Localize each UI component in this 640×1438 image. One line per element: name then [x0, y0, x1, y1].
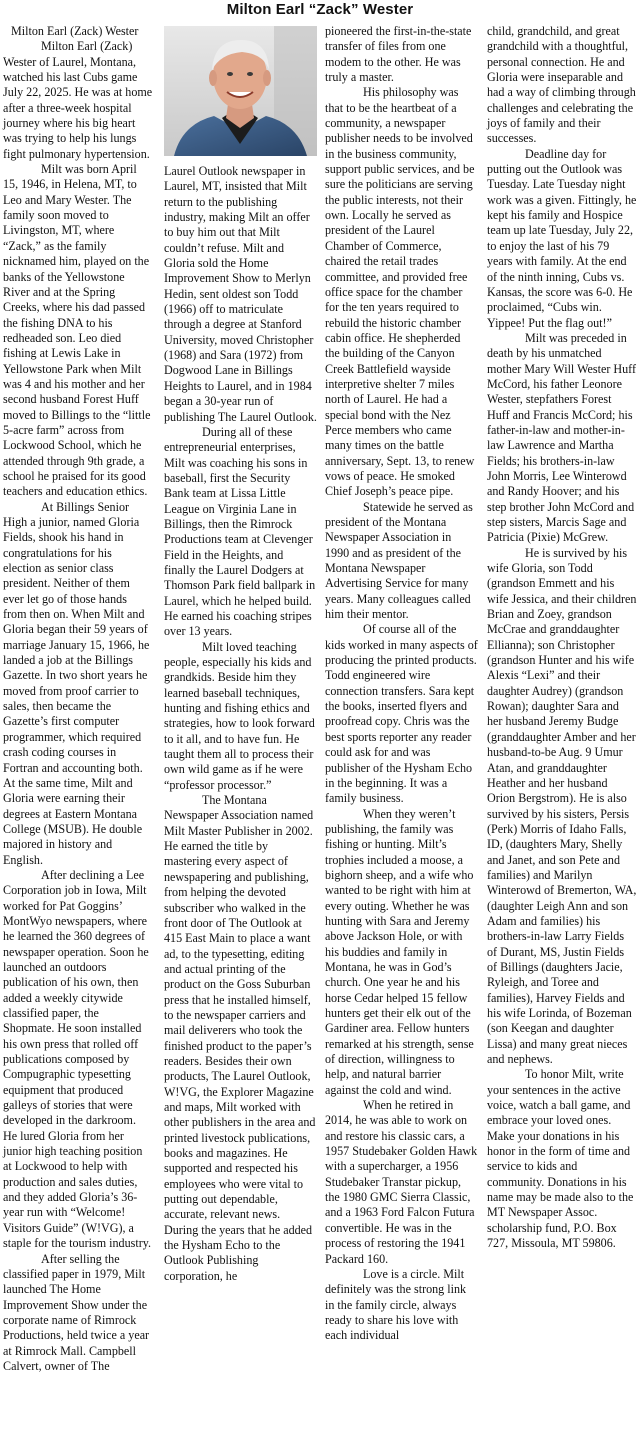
paragraph: To honor Milt, write your sentences in the active voice, watch a ball game, and embrace your loved ones. Make your donations in his honor in the form of time and service to kids and community. Donations in his name may be made also to the MT Newspaper Assoc. scholarship fund, P.O. Box 727, Missoula, MT 59806.	[487, 1067, 634, 1251]
column-2	[164, 24, 317, 1284]
column-3	[325, 24, 478, 1344]
portrait-photo	[164, 26, 317, 156]
paragraph: Statewide he served as president of the Montana Newspaper Association in 1990 and as president of the Montana Newspaper Advertising Service for many years. Many colleagues called him their mentor.	[325, 499, 473, 622]
paragraph: Love is a circle. Milt definitely was the strong link in the family circle, always ready to share his love with each individual	[325, 1266, 467, 1343]
paragraph: Milton Earl (Zack) Wester of Laurel, Montana, watched his last Cubs game July 22, 2025. He was at home after a three-week hospital journey where his big heart was trying to help his lungs fight pulmonary hypertension.	[3, 39, 153, 161]
column-4	[487, 24, 637, 1252]
paragraph: After declining a Lee Corporation job in Iowa, Milt worked for Pat Goggins’ MontWyo newspapers, where he learned the 360 degrees of newspaper operation. Soon he launched an outdoors publication of his own, then added a weekly citywide classified paper, the Shopmate. He soon installed his own press that rolled off publications composed by Compugraphic typesetting equipment that produced galleys of stories that were developed in the darkroom. He lured Gloria from her junior high teaching position at Lockwood to help with production and sales duties, and they added Gloria’s 36-year run with “Welcome! Visitors Guide” (W!VG), a staple for the tourism industry.	[3, 867, 152, 1251]
portrait-icon	[164, 26, 317, 156]
paragraph: At Billings Senior High a junior, named Gloria Fields, shook his hand in congratulations for his election as senior class president. Neither of them ever let go of those hands from then on. When Milt and Gloria began their 59 years of marriage January 15, 1966, he landed a job at the Billings Gazette. In two short years he moved from proof carrier to sales, then became the Gazette’s first computer programmer, which required crash coding courses in Fortran and accounting both. At the same time, Milt and Gloria were earning their degrees at Eastern Montana College (MSUB). He double majored in history and English.	[3, 499, 150, 867]
paragraph: During all of these entrepreneurial enterprises, Milt was coaching his sons in baseball, first the Security Bank team at Lissa Little League on Virginia Lane in Billings, then the Rimrock Productions team at Clevenger Field in the Heights, and finally the Laurel Dodgers at Thomson Park field ballpark in Laurel, which he helped build. He earned his coaching stripes over 13 years.	[164, 424, 316, 639]
paragraph: Milton Earl (Zack) Wester	[11, 24, 139, 38]
paragraph: The Montana Newspaper Association named Milt Master Publisher in 2002. He earned the title by mastering every aspect of newspapering and publishing, from helping the devoted subscriber who walked in the front door of The Outlook at 415 East Main to place a want ad, to the typesetting, editing and actual printing of the product on the Goss Suburban press that he installed himself, to the newspaper carriers and mail deliverers who took the finished product to the paper’s readers. Besides their own products, The Laurel Outlook, W!VG, the Explorer Magazine and maps, Milt worked with other publishers in the area and printed livestock publications, books and magazines. He supported and respected his employees who were vital to putting out dependable, accurate, relevant news. During the years that he added the Hysham Echo to the Outlook Publishing corporation, he	[164, 793, 316, 1283]
paragraph: Laurel Outlook newspaper in Laurel, MT, insisted that Milt return to the publishing industry, making Milt an offer to buy him out that Milt couldn’t refuse. Milt and Gloria sold the Home Improvement Show to Merlyn Hedin, sent oldest son Todd (1966) off to matriculate through a degree at Stanford University, moved Christopher (1968) and Sara (1972) from Dogwood Lane in Billings Heights to Laurel, and in 1984 began a 30-year run of publishing The Laurel Outlook.	[164, 164, 317, 424]
paragraph: Deadline day for putting out the Outlook was Tuesday. Late Tuesday night work was a given. Fittingly, he kept his family and Hospice team up late Tuesday, July 22, to enjoy the last of his 79 years with family. At the end of the ninth inning, Cubs vs. Kansas, the score was 6-0. He proclaimed, “Cubs win. Yippee! Put the flag out!”	[487, 146, 637, 330]
paragraph: When they weren’t publishing, the family was fishing or hunting. Milt’s trophies included a moose, a bighorn sheep, and a wife who wanted to be right with him at every outing. Whether he was hunting with Sara and Jeremy above Jackson Hole, or with his buddies and family in Montana, he was in God’s church. One year he and his horse Cedar helped 15 fellow hunters get their elk out of the Gardiner area. Fellow hunters remarked at his strength, sense of direction, willingness to help, and natural barrier against the cold and wind.	[325, 806, 474, 1097]
obituary-title: Milton Earl “Zack” Wester	[226, 1, 414, 18]
paragraph: He is survived by his wife Gloria, son Todd (grandson Emmett and his wife Jessica, and their children Brian and Zoey, grandson McCrae and granddaughter Ellianna); son Christopher (grandson Hunter and his wife Alexis “Lexi” and their daughter Audrey) (grandson Rowan); daughter Sara and her husband Jeremy Budge (granddaughter Amber and her husband-to-be Aug. 9 Umur Atan, and granddaughter Heather and her husband Orion Bergstrom). He is also survived by his sisters, Persis (Perk) Morris of Idaho Falls, ID, (daughters Mary, Shelly and Janet, and son Pete and families) and Marilyn Winterowd of Bremerton, WA, (daughter Leigh Ann and son Adam and families) his brothers-in-law Larry Fields of Durant, MS, Justin Fields of Billings (daughters Jacie, Ryleigh, and Toree and families), Harvey Fields and his wife Lorinda, of Bozeman (son Keegan and daughter Lissa) and many great nieces and nephews.	[487, 545, 637, 1067]
paragraph: Milt was preceded in death by his unmatched mother Mary Will Wester Huff McCord, his father Leonore Wester, stepfathers Forest Huff and Francis McCord; his father-in-law and mother-in-law Lawrence and Martha Fields; his brothers-in-law John Morris, Lee Winterowd and Randy Hoover; and his step brother John McCord and step sisters, Marcis Sage and Patricia (Pixie) McGrew.	[487, 330, 637, 545]
paragraph: When he retired in 2014, he was able to work on and restore his classic cars, a 1957 Studebaker Golden Hawk with a supercharger, a 1956 Studebaker Transtar pickup, the 1980 GMC Sierra Classic, and a 1963 Ford Falcon Futura convertible. He was in the process of restoring the 1941 Packard 160.	[325, 1098, 478, 1266]
paragraph: His philosophy was that to be the heartbeat of a community, a newspaper publisher needs to be involved in the business community, support public services, and be sure the politicians are serving the public interests, not their own. Locally he served as president of the Laurel Chamber of Commerce, chaired the retail trades committee, and provided free office space for the chamber for the ten years required to rebuild the historic chamber cabin office. He shepherded the building of the Canyon Creek Battlefield wayside interpretive shelter 7 miles north of Laurel. He had a special bond with the Nez Perce members who came many times on the battle anniversary, Sept. 13, to renew vows of peace. He smoked Chief Joseph’s peace pipe.	[325, 85, 475, 499]
paragraph: After selling the classified paper in 1979, Milt launched The Home Improvement Show under the corporate name of Rimrock Productions, held twice a year at Rimrock Mall. Campbell Calvert, owner of The	[3, 1251, 150, 1373]
column-1	[3, 24, 153, 1374]
paragraph: pioneered the first-in-the-state transfer of files from one modem to the other. He was truly a master.	[325, 24, 472, 85]
paragraph: Milt loved teaching people, especially his kids and grandkids. Beside him they learned baseball techniques, hunting and fishing ethics and strategies, how to look forward to it all, and to have fun. He taught them all to process their own wild game as if he were “professor processor.”	[164, 639, 315, 792]
paragraph: child, grandchild, and great grandchild with a thoughtful, personal connection. He and Gloria were inseparable and had a way of climbing through challenges and celebrating the joys of family and their successes.	[487, 24, 636, 146]
paragraph: Of course all of the kids worked in many aspects of producing the printed products. Todd engineered wire connection transfers. Sara kept the books, inserted flyers and proofread copy. Chris was the best sports reporter any reader could ask for and was publisher of the Hysham Echo in the beginning. It was a family business.	[325, 622, 478, 806]
paragraph: Milt was born April 15, 1946, in Helena, MT, to Leo and Mary Wester. The family soon moved to Livingston, MT, where “Zack,” as the family nicknamed him, played on the banks of the Yellowstone River and at the Spring Creeks, where his dad passed the fishing DNA to his redheaded son. Leo died fishing at Lewis Lake in Yellowstone Park when Milt was 4 and his mother and her second husband Forest Huff moved to Billings to the “little 5-acre farm” across from Lockwood School, which he attended through 9th grade, a school he praised for its good teachers and education ethics.	[3, 162, 151, 499]
